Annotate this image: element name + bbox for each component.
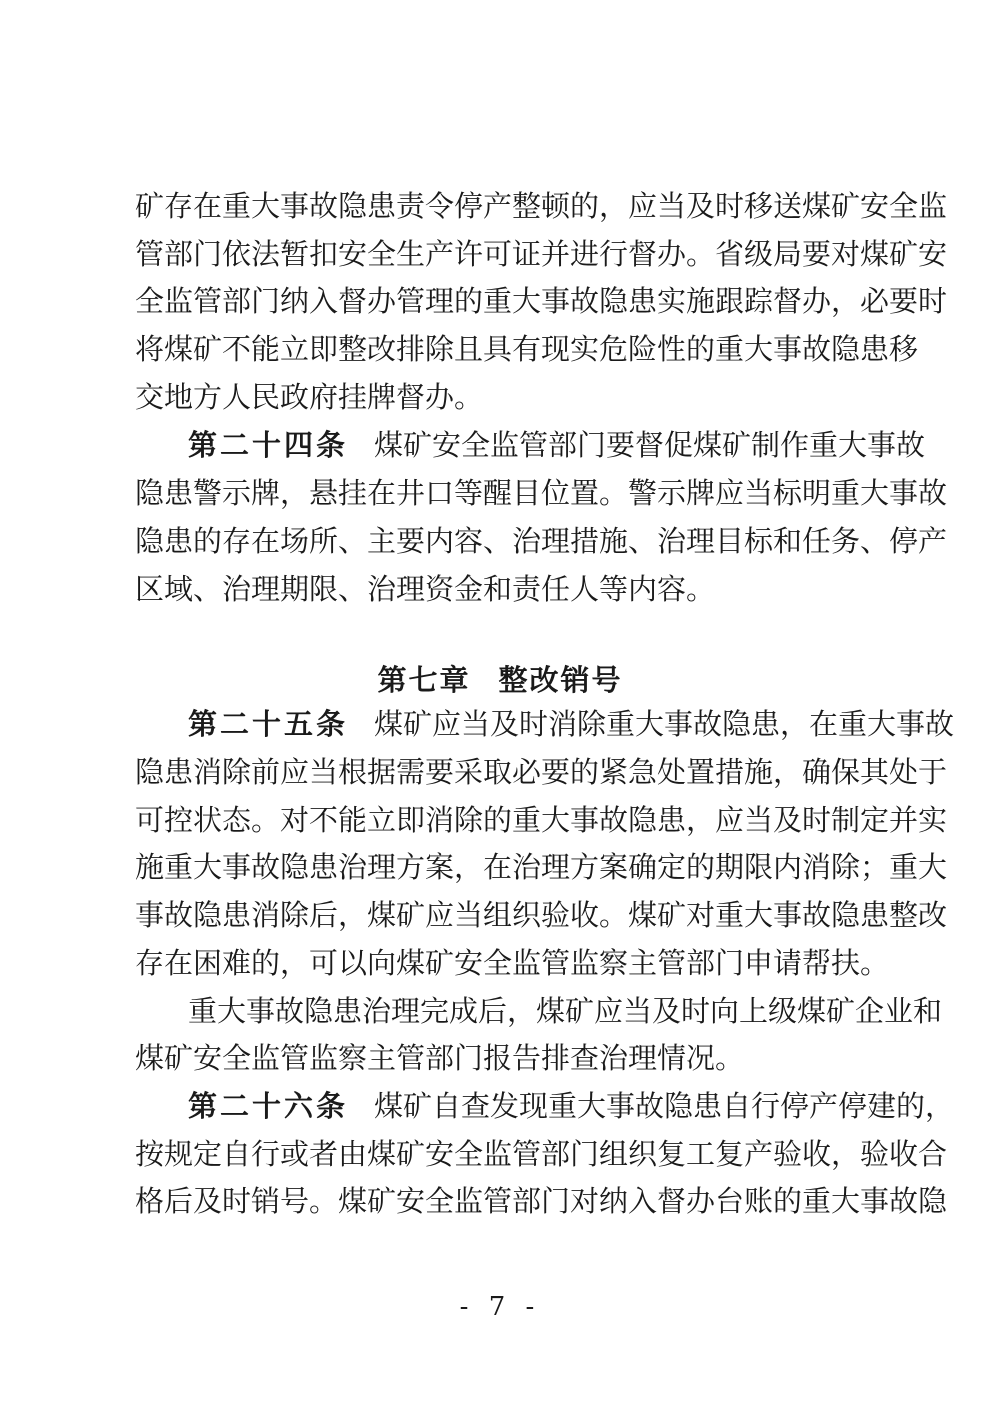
line-text: 煤矿应当及时消除重大事故隐患，在重大事故 [374,707,955,741]
text-line [135,283,948,319]
line-text: 隐患的存在场所、主要内容、治理措施、治理目标和任务、停产 [135,524,948,558]
line-text: 区域、治理期限、治理资金和责任人等内容。 [135,572,716,606]
chapter-heading [0,658,1000,699]
text-line [188,706,955,742]
line-text: 煤矿自查发现重大事故隐患自行停产停建的， [374,1089,955,1123]
line-text: 煤矿安全监管监察主管部门报告排查治理情况。 [135,1041,745,1075]
text-line [135,475,948,511]
line-text: 施重大事故隐患治理方案，在治理方案确定的期限内消除；重大 [135,850,948,884]
line-text: 交地方人民政府挂牌督办。 [135,380,484,414]
text-line [135,523,948,559]
text-line [135,236,948,272]
text-line [135,1136,948,1172]
chapter-title: 整改销号 [498,663,623,697]
text-line [135,571,877,607]
text-line [135,379,877,415]
text-line [188,427,926,463]
line-text: 全监管部门纳入督办管理的重大事故隐患实施跟踪督办，必要时 [135,284,948,318]
text-line [135,945,890,981]
line-text: 矿存在重大事故隐患责令停产整顿的，应当及时移送煤矿安全监 [135,189,948,223]
text-line [135,1183,948,1219]
article-number: 第二十五条 [188,707,349,741]
line-text: 可控状态。对不能立即消除的重大事故隐患，应当及时制定并实 [135,803,948,837]
text-line [135,849,948,885]
line-text: 存在困难的，可以向煤矿安全监管监察主管部门申请帮扶。 [135,946,890,980]
text-line [135,1040,877,1076]
line-text: 将煤矿不能立即整改排除且具有现实危险性的重大事故隐患移 [135,332,919,366]
line-text: 隐患警示牌，悬挂在井口等醒目位置。警示牌应当标明重大事故 [135,476,948,510]
line-text: 重大事故隐患治理完成后，煤矿应当及时向上级煤矿企业和 [188,994,943,1028]
article-number: 第二十四条 [188,428,349,462]
line-text: 煤矿安全监管部门要督促煤矿制作重大事故 [374,428,926,462]
text-line [135,188,948,224]
line-text: 管部门依法暂扣安全生产许可证并进行督办。省级局要对煤矿安 [135,237,948,271]
chapter-number: 第七章 [377,663,471,697]
article-number: 第二十六条 [188,1089,349,1123]
page-number: - 7 - [459,1292,541,1322]
text-line [135,897,948,933]
text-line [135,331,919,367]
text-line [188,1088,955,1124]
text-line [188,993,943,1029]
text-line [135,754,948,790]
line-text: 事故隐患消除后，煤矿应当组织验收。煤矿对重大事故隐患整改 [135,898,948,932]
line-text: 隐患消除前应当根据需要采取必要的紧急处置措施，确保其处于 [135,755,948,789]
line-text: 按规定自行或者由煤矿安全监管部门组织复工复产验收，验收合 [135,1137,948,1171]
text-line [135,802,948,838]
line-text: 格后及时销号。煤矿安全监管部门对纳入督办台账的重大事故隐 [135,1184,948,1218]
